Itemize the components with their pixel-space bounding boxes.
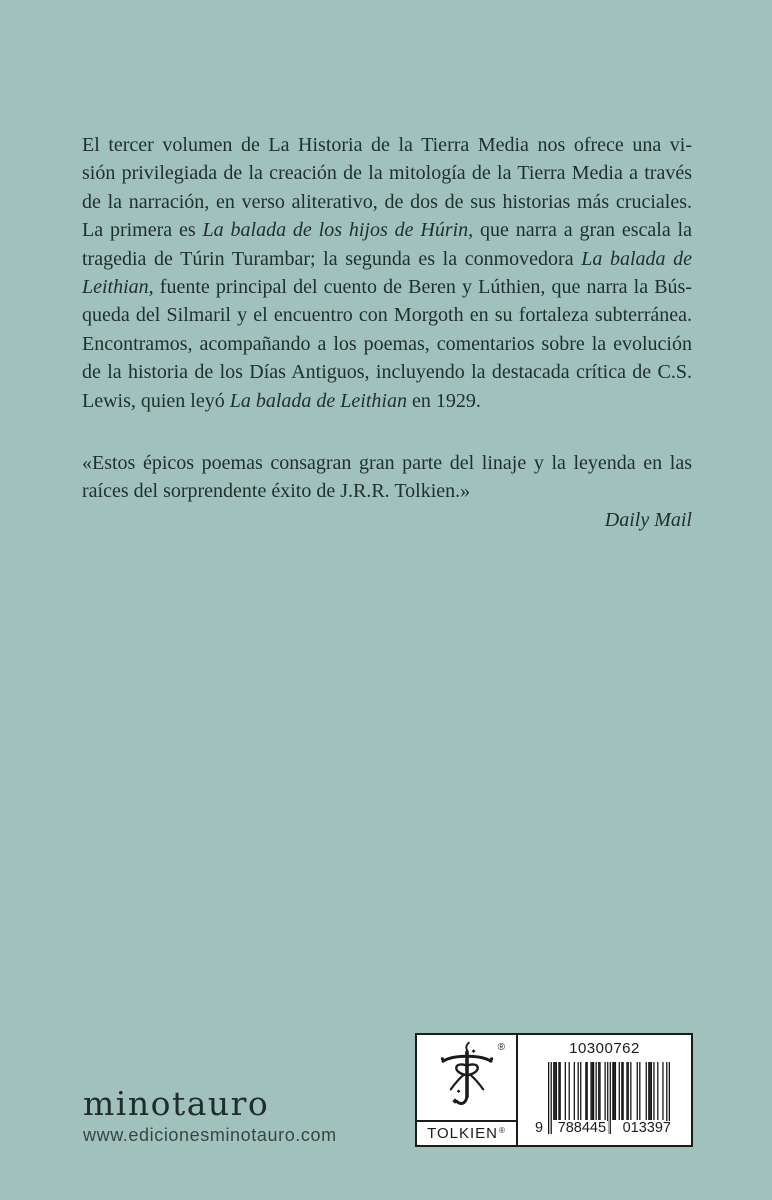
tolkien-monogram-area xyxy=(417,1035,516,1120)
ean-right-group: 013397 xyxy=(622,1120,671,1136)
publisher-website: www.edicionesminotauro.com xyxy=(83,1125,337,1145)
ean-digits xyxy=(535,1121,673,1136)
minotauro-logo: minotauro xyxy=(83,1084,270,1123)
ean-left-group: 788445 xyxy=(557,1120,607,1136)
credits-box xyxy=(415,1033,693,1147)
press-quote-attribution: Daily Mail xyxy=(604,508,692,531)
item-number: 10300762 xyxy=(569,1040,640,1057)
text-line: de la narración, en verso aliterativo, de dos de sus historias más cruciales. xyxy=(82,190,692,213)
ean-barcode xyxy=(535,1062,671,1136)
press-quote-text xyxy=(82,449,692,506)
tolkien-wordmark xyxy=(417,1120,516,1145)
barcode-cell xyxy=(518,1035,691,1145)
publisher-block xyxy=(83,1086,337,1146)
text-line: Leithian, fuente principal del cuento de Beren y Lúthien, que narra la Bús- xyxy=(82,276,692,299)
text-line: La primera es La balada de los hijos de Húrin, que narra a gran escala la xyxy=(82,219,692,242)
text-line: raíces del sorprendente éxito de J.R.R. Tolkien.» xyxy=(82,480,471,503)
registered-trademark-icon: ® xyxy=(497,1042,505,1053)
text-line: Lewis, quien leyó La balada de Leithian en 1929. xyxy=(82,389,481,412)
text-line: Encontramos, acompañando a los poemas, comentarios sobre la evolución xyxy=(82,332,692,355)
text-line: de la historia de los Días Antiguos, incluyendo la destacada crítica de C.S. xyxy=(82,361,692,384)
tolkien-monogram-icon xyxy=(437,1038,497,1118)
text-line: El tercer volumen de La Historia de la Tierra Media nos ofrece una vi- xyxy=(82,134,692,156)
ean-lead-digit: 9 xyxy=(535,1120,544,1136)
synopsis-text xyxy=(82,131,692,415)
registered-trademark-icon: ® xyxy=(499,1126,506,1135)
tolkien-wordmark-text: TOLKIEN xyxy=(427,1125,498,1142)
tolkien-logo-cell xyxy=(417,1035,518,1145)
text-line: tragedia de Túrin Turambar; la segunda es la conmovedora La balada de xyxy=(82,247,693,270)
press-quote xyxy=(82,449,692,534)
text-line: queda del Silmaril y el encuentro con Morgoth en su fortaleza subterránea. xyxy=(82,304,692,327)
text-line: sión privilegiada de la creación de la mitología de la Tierra Media a través xyxy=(82,162,692,185)
text-line: «Estos épicos poemas consagran gran parte del linaje y la leyenda en las xyxy=(82,452,692,474)
